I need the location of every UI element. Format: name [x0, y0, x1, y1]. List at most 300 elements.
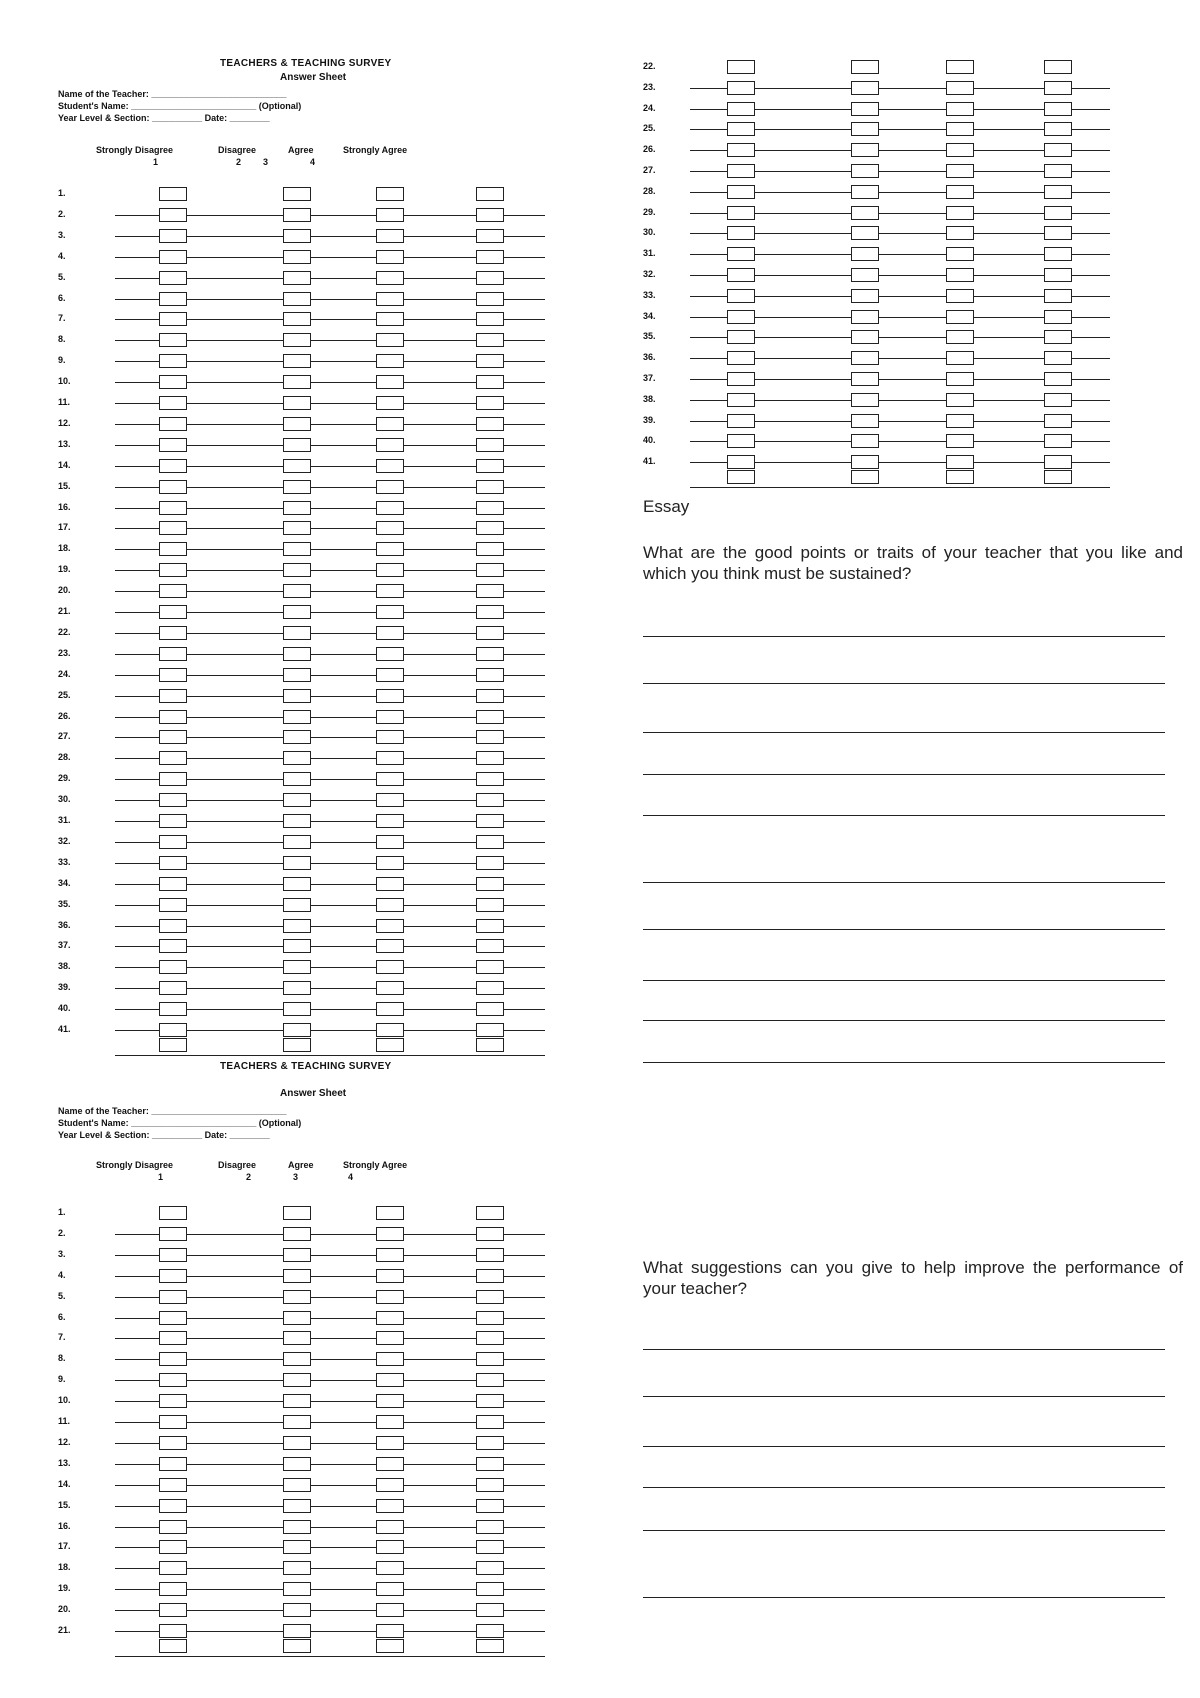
rating-checkbox-1[interactable]	[159, 333, 187, 347]
rating-checkbox-4[interactable]	[476, 919, 504, 933]
rating-checkbox-2[interactable]	[283, 939, 311, 953]
rating-checkbox-4[interactable]	[476, 1639, 504, 1653]
rating-checkbox-1[interactable]	[727, 414, 755, 428]
rating-checkbox-4[interactable]	[476, 1603, 504, 1617]
rating-checkbox-1[interactable]	[159, 919, 187, 933]
rating-checkbox-4[interactable]	[476, 375, 504, 389]
rating-checkbox-3[interactable]	[376, 229, 404, 243]
essay-answer-line[interactable]	[643, 929, 1165, 930]
rating-checkbox-1[interactable]	[159, 563, 187, 577]
rating-checkbox-4[interactable]	[476, 438, 504, 452]
rating-checkbox-3[interactable]	[376, 960, 404, 974]
rating-checkbox-3[interactable]	[376, 1269, 404, 1283]
rating-checkbox-1[interactable]	[159, 1436, 187, 1450]
rating-checkbox-1[interactable]	[727, 247, 755, 261]
rating-checkbox-1[interactable]	[727, 393, 755, 407]
essay-answer-line[interactable]	[643, 1446, 1165, 1447]
rating-checkbox-4[interactable]	[476, 814, 504, 828]
rating-checkbox-3[interactable]	[376, 898, 404, 912]
rating-checkbox-3[interactable]	[946, 268, 974, 282]
rating-checkbox-3[interactable]	[376, 1038, 404, 1052]
rating-checkbox-4[interactable]	[476, 563, 504, 577]
rating-checkbox-1[interactable]	[159, 1038, 187, 1052]
rating-checkbox-4[interactable]	[1044, 330, 1072, 344]
rating-checkbox-4[interactable]	[476, 521, 504, 535]
rating-checkbox-2[interactable]	[283, 1373, 311, 1387]
rating-checkbox-4[interactable]	[476, 793, 504, 807]
rating-checkbox-4[interactable]	[476, 1038, 504, 1052]
rating-checkbox-1[interactable]	[727, 122, 755, 136]
rating-checkbox-2[interactable]	[283, 1023, 311, 1037]
essay-answer-line[interactable]	[643, 1597, 1165, 1598]
rating-checkbox-2[interactable]	[283, 375, 311, 389]
rating-checkbox-4[interactable]	[1044, 393, 1072, 407]
rating-checkbox-4[interactable]	[476, 626, 504, 640]
rating-checkbox-2[interactable]	[283, 668, 311, 682]
rating-checkbox-2[interactable]	[283, 542, 311, 556]
rating-checkbox-1[interactable]	[159, 229, 187, 243]
rating-checkbox-2[interactable]	[283, 1269, 311, 1283]
rating-checkbox-1[interactable]	[159, 396, 187, 410]
rating-checkbox-3[interactable]	[376, 1248, 404, 1262]
rating-checkbox-2[interactable]	[851, 310, 879, 324]
rating-checkbox-1[interactable]	[159, 1373, 187, 1387]
rating-checkbox-3[interactable]	[376, 542, 404, 556]
rating-checkbox-2[interactable]	[283, 710, 311, 724]
rating-checkbox-4[interactable]	[476, 1582, 504, 1596]
rating-checkbox-2[interactable]	[851, 393, 879, 407]
essay-answer-line[interactable]	[643, 636, 1165, 637]
rating-checkbox-3[interactable]	[946, 102, 974, 116]
rating-checkbox-3[interactable]	[946, 455, 974, 469]
rating-checkbox-4[interactable]	[476, 1394, 504, 1408]
rating-checkbox-2[interactable]	[283, 1561, 311, 1575]
rating-checkbox-3[interactable]	[376, 1331, 404, 1345]
rating-checkbox-3[interactable]	[376, 1290, 404, 1304]
rating-checkbox-3[interactable]	[376, 1227, 404, 1241]
rating-checkbox-2[interactable]	[283, 396, 311, 410]
rating-checkbox-2[interactable]	[283, 1520, 311, 1534]
rating-checkbox-2[interactable]	[851, 351, 879, 365]
rating-checkbox-2[interactable]	[283, 1639, 311, 1653]
rating-checkbox-2[interactable]	[283, 1624, 311, 1638]
rating-checkbox-4[interactable]	[476, 1436, 504, 1450]
rating-checkbox-3[interactable]	[376, 1561, 404, 1575]
rating-checkbox-1[interactable]	[727, 289, 755, 303]
rating-checkbox-1[interactable]	[159, 1269, 187, 1283]
rating-checkbox-1[interactable]	[159, 1520, 187, 1534]
rating-checkbox-3[interactable]	[376, 1457, 404, 1471]
rating-checkbox-4[interactable]	[476, 898, 504, 912]
rating-checkbox-4[interactable]	[476, 1331, 504, 1345]
rating-checkbox-2[interactable]	[283, 480, 311, 494]
rating-checkbox-2[interactable]	[851, 434, 879, 448]
essay-answer-line[interactable]	[643, 1396, 1165, 1397]
rating-checkbox-4[interactable]	[476, 584, 504, 598]
student-name-field[interactable]: Student's Name: _________________________ (Optional)	[58, 1118, 302, 1128]
rating-checkbox-2[interactable]	[851, 455, 879, 469]
rating-checkbox-2[interactable]	[283, 1206, 311, 1220]
rating-checkbox-3[interactable]	[946, 393, 974, 407]
rating-checkbox-2[interactable]	[283, 1038, 311, 1052]
rating-checkbox-1[interactable]	[159, 1624, 187, 1638]
rating-checkbox-3[interactable]	[376, 919, 404, 933]
rating-checkbox-2[interactable]	[283, 751, 311, 765]
rating-checkbox-4[interactable]	[476, 939, 504, 953]
rating-checkbox-1[interactable]	[727, 206, 755, 220]
rating-checkbox-3[interactable]	[376, 856, 404, 870]
rating-checkbox-4[interactable]	[476, 647, 504, 661]
rating-checkbox-1[interactable]	[727, 455, 755, 469]
rating-checkbox-1[interactable]	[159, 1227, 187, 1241]
rating-checkbox-2[interactable]	[283, 626, 311, 640]
rating-checkbox-4[interactable]	[1044, 434, 1072, 448]
rating-checkbox-2[interactable]	[851, 330, 879, 344]
rating-checkbox-4[interactable]	[476, 1290, 504, 1304]
rating-checkbox-1[interactable]	[727, 330, 755, 344]
rating-checkbox-4[interactable]	[476, 1269, 504, 1283]
rating-checkbox-1[interactable]	[159, 877, 187, 891]
rating-checkbox-4[interactable]	[476, 292, 504, 306]
rating-checkbox-4[interactable]	[476, 751, 504, 765]
rating-checkbox-4[interactable]	[476, 1227, 504, 1241]
rating-checkbox-1[interactable]	[727, 226, 755, 240]
rating-checkbox-2[interactable]	[851, 185, 879, 199]
rating-checkbox-3[interactable]	[376, 187, 404, 201]
rating-checkbox-4[interactable]	[476, 1520, 504, 1534]
rating-checkbox-1[interactable]	[727, 102, 755, 116]
rating-checkbox-4[interactable]	[476, 271, 504, 285]
year-section-field[interactable]: Year Level & Section: __________ Date: ________	[58, 1130, 270, 1140]
rating-checkbox-2[interactable]	[851, 122, 879, 136]
essay-answer-line[interactable]	[643, 1530, 1165, 1531]
rating-checkbox-1[interactable]	[159, 271, 187, 285]
rating-checkbox-1[interactable]	[159, 292, 187, 306]
rating-checkbox-2[interactable]	[851, 143, 879, 157]
rating-checkbox-4[interactable]	[476, 187, 504, 201]
rating-checkbox-3[interactable]	[376, 1023, 404, 1037]
rating-checkbox-2[interactable]	[851, 226, 879, 240]
rating-checkbox-4[interactable]	[476, 730, 504, 744]
rating-checkbox-2[interactable]	[283, 1582, 311, 1596]
rating-checkbox-4[interactable]	[1044, 470, 1072, 484]
essay-answer-line[interactable]	[643, 1349, 1165, 1350]
rating-checkbox-2[interactable]	[283, 271, 311, 285]
rating-checkbox-3[interactable]	[376, 772, 404, 786]
rating-checkbox-4[interactable]	[476, 981, 504, 995]
rating-checkbox-1[interactable]	[159, 1331, 187, 1345]
rating-checkbox-3[interactable]	[376, 1436, 404, 1450]
rating-checkbox-2[interactable]	[283, 898, 311, 912]
rating-checkbox-3[interactable]	[376, 396, 404, 410]
rating-checkbox-1[interactable]	[159, 250, 187, 264]
rating-checkbox-3[interactable]	[376, 1311, 404, 1325]
rating-checkbox-3[interactable]	[376, 563, 404, 577]
rating-checkbox-4[interactable]	[476, 668, 504, 682]
rating-checkbox-4[interactable]	[476, 208, 504, 222]
rating-checkbox-1[interactable]	[159, 1457, 187, 1471]
rating-checkbox-4[interactable]	[1044, 455, 1072, 469]
rating-checkbox-3[interactable]	[376, 1002, 404, 1016]
rating-checkbox-1[interactable]	[159, 605, 187, 619]
rating-checkbox-1[interactable]	[159, 1206, 187, 1220]
rating-checkbox-3[interactable]	[946, 247, 974, 261]
rating-checkbox-2[interactable]	[851, 206, 879, 220]
rating-checkbox-1[interactable]	[727, 60, 755, 74]
rating-checkbox-1[interactable]	[159, 438, 187, 452]
rating-checkbox-4[interactable]	[1044, 289, 1072, 303]
rating-checkbox-1[interactable]	[159, 459, 187, 473]
rating-checkbox-2[interactable]	[283, 563, 311, 577]
rating-checkbox-1[interactable]	[159, 647, 187, 661]
teacher-name-field[interactable]: Name of the Teacher: ___________________________	[58, 1106, 287, 1116]
rating-checkbox-3[interactable]	[376, 605, 404, 619]
rating-checkbox-3[interactable]	[376, 1373, 404, 1387]
rating-checkbox-1[interactable]	[159, 626, 187, 640]
rating-checkbox-3[interactable]	[376, 354, 404, 368]
rating-checkbox-3[interactable]	[376, 1639, 404, 1653]
rating-checkbox-2[interactable]	[283, 981, 311, 995]
rating-checkbox-2[interactable]	[283, 814, 311, 828]
student-name-field[interactable]: Student's Name: _________________________ (Optional)	[58, 101, 302, 111]
rating-checkbox-2[interactable]	[851, 81, 879, 95]
rating-checkbox-2[interactable]	[283, 730, 311, 744]
rating-checkbox-1[interactable]	[159, 1603, 187, 1617]
rating-checkbox-2[interactable]	[283, 1394, 311, 1408]
teacher-name-field[interactable]: Name of the Teacher: ___________________________	[58, 89, 287, 99]
rating-checkbox-4[interactable]	[476, 1457, 504, 1471]
rating-checkbox-2[interactable]	[283, 856, 311, 870]
rating-checkbox-3[interactable]	[376, 584, 404, 598]
rating-checkbox-3[interactable]	[376, 647, 404, 661]
rating-checkbox-4[interactable]	[1044, 81, 1072, 95]
rating-checkbox-2[interactable]	[283, 689, 311, 703]
rating-checkbox-1[interactable]	[159, 814, 187, 828]
rating-checkbox-4[interactable]	[476, 333, 504, 347]
rating-checkbox-4[interactable]	[1044, 247, 1072, 261]
rating-checkbox-1[interactable]	[727, 268, 755, 282]
rating-checkbox-2[interactable]	[283, 960, 311, 974]
rating-checkbox-4[interactable]	[476, 1373, 504, 1387]
rating-checkbox-1[interactable]	[159, 1311, 187, 1325]
rating-checkbox-4[interactable]	[476, 710, 504, 724]
rating-checkbox-2[interactable]	[283, 354, 311, 368]
rating-checkbox-4[interactable]	[1044, 60, 1072, 74]
rating-checkbox-4[interactable]	[1044, 268, 1072, 282]
rating-checkbox-3[interactable]	[376, 333, 404, 347]
rating-checkbox-4[interactable]	[476, 1561, 504, 1575]
rating-checkbox-3[interactable]	[376, 689, 404, 703]
rating-checkbox-1[interactable]	[159, 898, 187, 912]
rating-checkbox-4[interactable]	[1044, 164, 1072, 178]
rating-checkbox-2[interactable]	[283, 459, 311, 473]
rating-checkbox-4[interactable]	[476, 1624, 504, 1638]
rating-checkbox-4[interactable]	[1044, 351, 1072, 365]
rating-checkbox-1[interactable]	[159, 1499, 187, 1513]
rating-checkbox-3[interactable]	[946, 434, 974, 448]
rating-checkbox-1[interactable]	[159, 1639, 187, 1653]
essay-answer-line[interactable]	[643, 815, 1165, 816]
rating-checkbox-2[interactable]	[283, 584, 311, 598]
rating-checkbox-1[interactable]	[159, 542, 187, 556]
rating-checkbox-1[interactable]	[727, 470, 755, 484]
rating-checkbox-1[interactable]	[159, 751, 187, 765]
rating-checkbox-2[interactable]	[851, 289, 879, 303]
rating-checkbox-2[interactable]	[851, 372, 879, 386]
rating-checkbox-3[interactable]	[376, 501, 404, 515]
rating-checkbox-2[interactable]	[283, 250, 311, 264]
rating-checkbox-3[interactable]	[376, 292, 404, 306]
rating-checkbox-1[interactable]	[159, 689, 187, 703]
rating-checkbox-1[interactable]	[159, 981, 187, 995]
rating-checkbox-3[interactable]	[376, 1206, 404, 1220]
rating-checkbox-3[interactable]	[376, 1582, 404, 1596]
rating-checkbox-3[interactable]	[946, 470, 974, 484]
essay-answer-line[interactable]	[643, 1062, 1165, 1063]
rating-checkbox-2[interactable]	[283, 1352, 311, 1366]
rating-checkbox-2[interactable]	[283, 1311, 311, 1325]
essay-answer-line[interactable]	[643, 683, 1165, 684]
rating-checkbox-4[interactable]	[1044, 185, 1072, 199]
rating-checkbox-2[interactable]	[283, 1436, 311, 1450]
rating-checkbox-2[interactable]	[283, 1290, 311, 1304]
rating-checkbox-4[interactable]	[1044, 206, 1072, 220]
rating-checkbox-1[interactable]	[159, 1023, 187, 1037]
rating-checkbox-3[interactable]	[946, 289, 974, 303]
essay-answer-line[interactable]	[643, 1020, 1165, 1021]
rating-checkbox-1[interactable]	[727, 185, 755, 199]
rating-checkbox-2[interactable]	[283, 1499, 311, 1513]
rating-checkbox-4[interactable]	[1044, 122, 1072, 136]
rating-checkbox-1[interactable]	[159, 375, 187, 389]
rating-checkbox-3[interactable]	[376, 835, 404, 849]
rating-checkbox-2[interactable]	[851, 102, 879, 116]
rating-checkbox-4[interactable]	[1044, 372, 1072, 386]
rating-checkbox-1[interactable]	[159, 939, 187, 953]
rating-checkbox-3[interactable]	[946, 185, 974, 199]
rating-checkbox-2[interactable]	[283, 229, 311, 243]
rating-checkbox-4[interactable]	[476, 1540, 504, 1554]
rating-checkbox-4[interactable]	[476, 1478, 504, 1492]
rating-checkbox-3[interactable]	[376, 312, 404, 326]
rating-checkbox-3[interactable]	[376, 939, 404, 953]
rating-checkbox-2[interactable]	[283, 1248, 311, 1262]
rating-checkbox-4[interactable]	[476, 542, 504, 556]
rating-checkbox-1[interactable]	[159, 354, 187, 368]
rating-checkbox-4[interactable]	[1044, 143, 1072, 157]
rating-checkbox-3[interactable]	[946, 122, 974, 136]
rating-checkbox-1[interactable]	[727, 310, 755, 324]
rating-checkbox-1[interactable]	[159, 501, 187, 515]
essay-answer-line[interactable]	[643, 882, 1165, 883]
rating-checkbox-3[interactable]	[376, 438, 404, 452]
rating-checkbox-1[interactable]	[159, 1540, 187, 1554]
rating-checkbox-1[interactable]	[159, 1352, 187, 1366]
rating-checkbox-2[interactable]	[851, 164, 879, 178]
rating-checkbox-3[interactable]	[376, 1499, 404, 1513]
rating-checkbox-4[interactable]	[476, 354, 504, 368]
rating-checkbox-2[interactable]	[851, 247, 879, 261]
rating-checkbox-1[interactable]	[727, 164, 755, 178]
rating-checkbox-1[interactable]	[159, 772, 187, 786]
rating-checkbox-3[interactable]	[376, 626, 404, 640]
rating-checkbox-4[interactable]	[476, 417, 504, 431]
rating-checkbox-2[interactable]	[283, 835, 311, 849]
rating-checkbox-1[interactable]	[159, 1290, 187, 1304]
rating-checkbox-1[interactable]	[159, 835, 187, 849]
rating-checkbox-2[interactable]	[283, 417, 311, 431]
rating-checkbox-2[interactable]	[851, 268, 879, 282]
rating-checkbox-2[interactable]	[283, 333, 311, 347]
rating-checkbox-3[interactable]	[376, 981, 404, 995]
rating-checkbox-1[interactable]	[159, 730, 187, 744]
rating-checkbox-4[interactable]	[476, 501, 504, 515]
rating-checkbox-4[interactable]	[1044, 226, 1072, 240]
rating-checkbox-3[interactable]	[376, 1415, 404, 1429]
rating-checkbox-3[interactable]	[946, 164, 974, 178]
rating-checkbox-1[interactable]	[159, 856, 187, 870]
rating-checkbox-1[interactable]	[159, 1394, 187, 1408]
rating-checkbox-3[interactable]	[376, 668, 404, 682]
rating-checkbox-2[interactable]	[283, 793, 311, 807]
essay-answer-line[interactable]	[643, 774, 1165, 775]
rating-checkbox-3[interactable]	[376, 1520, 404, 1534]
rating-checkbox-3[interactable]	[376, 710, 404, 724]
rating-checkbox-2[interactable]	[283, 1227, 311, 1241]
rating-checkbox-3[interactable]	[946, 226, 974, 240]
rating-checkbox-2[interactable]	[283, 1002, 311, 1016]
rating-checkbox-3[interactable]	[376, 250, 404, 264]
rating-checkbox-2[interactable]	[283, 919, 311, 933]
rating-checkbox-1[interactable]	[159, 1248, 187, 1262]
rating-checkbox-3[interactable]	[376, 1394, 404, 1408]
rating-checkbox-2[interactable]	[283, 647, 311, 661]
rating-checkbox-1[interactable]	[159, 417, 187, 431]
rating-checkbox-4[interactable]	[476, 312, 504, 326]
rating-checkbox-3[interactable]	[376, 793, 404, 807]
rating-checkbox-3[interactable]	[946, 414, 974, 428]
rating-checkbox-1[interactable]	[727, 372, 755, 386]
rating-checkbox-1[interactable]	[159, 1582, 187, 1596]
rating-checkbox-1[interactable]	[159, 312, 187, 326]
rating-checkbox-4[interactable]	[476, 689, 504, 703]
rating-checkbox-3[interactable]	[946, 330, 974, 344]
rating-checkbox-1[interactable]	[159, 710, 187, 724]
rating-checkbox-3[interactable]	[946, 81, 974, 95]
rating-checkbox-1[interactable]	[727, 351, 755, 365]
rating-checkbox-4[interactable]	[476, 1248, 504, 1262]
rating-checkbox-2[interactable]	[283, 208, 311, 222]
rating-checkbox-3[interactable]	[946, 206, 974, 220]
rating-checkbox-4[interactable]	[476, 772, 504, 786]
rating-checkbox-2[interactable]	[283, 438, 311, 452]
rating-checkbox-2[interactable]	[283, 877, 311, 891]
rating-checkbox-3[interactable]	[946, 372, 974, 386]
rating-checkbox-3[interactable]	[376, 1352, 404, 1366]
rating-checkbox-1[interactable]	[159, 1415, 187, 1429]
rating-checkbox-3[interactable]	[376, 417, 404, 431]
rating-checkbox-1[interactable]	[159, 521, 187, 535]
rating-checkbox-2[interactable]	[283, 1457, 311, 1471]
rating-checkbox-1[interactable]	[159, 793, 187, 807]
essay-answer-line[interactable]	[643, 1487, 1165, 1488]
rating-checkbox-2[interactable]	[283, 312, 311, 326]
rating-checkbox-4[interactable]	[1044, 102, 1072, 116]
rating-checkbox-3[interactable]	[376, 751, 404, 765]
rating-checkbox-3[interactable]	[376, 459, 404, 473]
rating-checkbox-2[interactable]	[283, 1415, 311, 1429]
rating-checkbox-1[interactable]	[159, 1478, 187, 1492]
